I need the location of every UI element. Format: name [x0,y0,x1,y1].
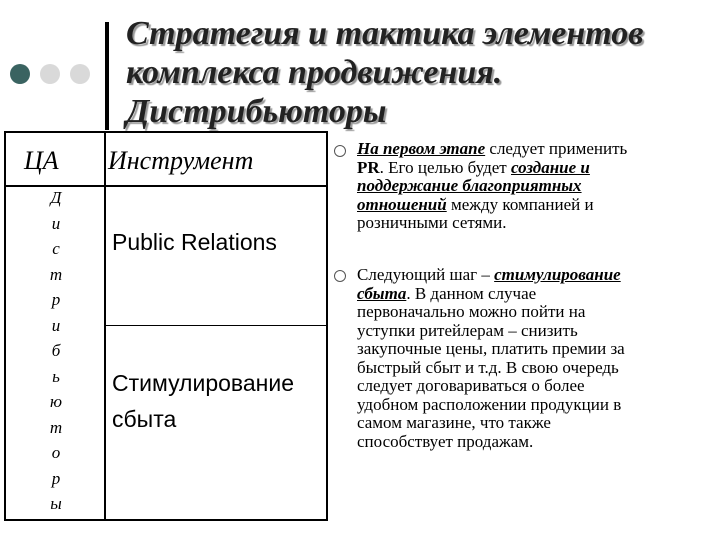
text-run: между компанией и [446,194,594,214]
cell-sales-promotion-line-2: сбыта [112,406,177,432]
bullet-line [357,396,697,415]
bullet-line [357,322,697,341]
text-run: отношений [357,194,447,214]
decorative-dots [10,64,100,84]
vertical-letter: б [51,341,61,360]
text-run: PR [357,157,380,177]
vertical-letter: ь [52,366,60,386]
bullet-line [357,140,697,159]
bullet-text-1 [357,140,697,233]
text-run: стимулирование [494,265,621,284]
bullet-line [357,414,697,433]
vertical-letter: и [51,315,61,335]
table-row-line [104,325,326,326]
bullet-icon-2 [334,270,346,282]
title-line-1: Стратегия и тактика элементов [126,15,644,52]
bullet-line [357,359,697,378]
dot-dark [10,64,30,84]
vertical-letter: Д [50,188,62,207]
text-run: создание и [511,157,590,177]
text-run: . В данном случае [406,283,537,303]
dot-light-1 [40,64,60,84]
text-run: . Его целью будет [379,157,511,177]
text-run: закупочные цены, платить премии за [357,339,625,358]
text-run: На первом этапе [357,139,486,158]
text-run: быстрый сбыт и т.д. В свою очередь [357,357,619,377]
bullet-line [357,177,697,196]
bullet-line [357,377,697,396]
text-run: Следующий шаг – [357,265,495,284]
text-run: уступки ритейлерам – снизить [357,320,578,340]
cell-sales-promotion [112,365,294,437]
slide-title [126,14,686,131]
cell-sales-promotion-line-1: Стимулирование [112,370,295,396]
bullet-text-2 [357,266,697,451]
vertical-letter: т [49,417,63,437]
dot-light-2 [70,64,90,84]
promo-table [4,131,328,521]
vertical-letter: и [51,213,61,233]
text-run: самом магазине, что также [357,413,551,432]
text-run: поддержание благоприятных [357,176,582,195]
vertical-letter: о [51,443,61,462]
vertical-letter: р [51,290,61,309]
bullet-line [357,340,697,359]
vertical-letter: ю [50,392,62,411]
bullet-line [357,433,697,452]
text-run: сбыта [357,283,407,303]
bullet-line [357,266,697,285]
text-run: удобном расположении продукции в [357,394,622,414]
bullet-icon-1 [334,145,346,157]
text-run: следует договариваться о более [357,376,585,395]
header-target-audience: ЦА [24,146,59,175]
bullet-line [357,285,697,304]
vertical-letter: т [49,264,63,284]
vertical-letter: с [52,239,60,258]
bullet-line [357,159,697,178]
text-run: следует применить [485,139,628,158]
text-run: способствует продажам. [357,431,534,451]
vertical-letter: ы [50,494,62,513]
vertical-distributors-label [6,185,106,517]
header-instrument: Инструмент [108,146,254,175]
text-run: первоначально можно пойти на [357,302,586,321]
bullet-line [357,303,697,322]
bullet-line [357,214,697,233]
vertical-letter: р [51,468,61,488]
title-line-3: Дистрибьюторы [126,93,387,130]
title-line-2: комплекса продвижения. [126,54,503,91]
bullet-line [357,196,697,215]
title-divider [105,22,109,130]
cell-public-relations: Public Relations [112,229,277,255]
text-run: розничными сетями. [357,213,507,232]
